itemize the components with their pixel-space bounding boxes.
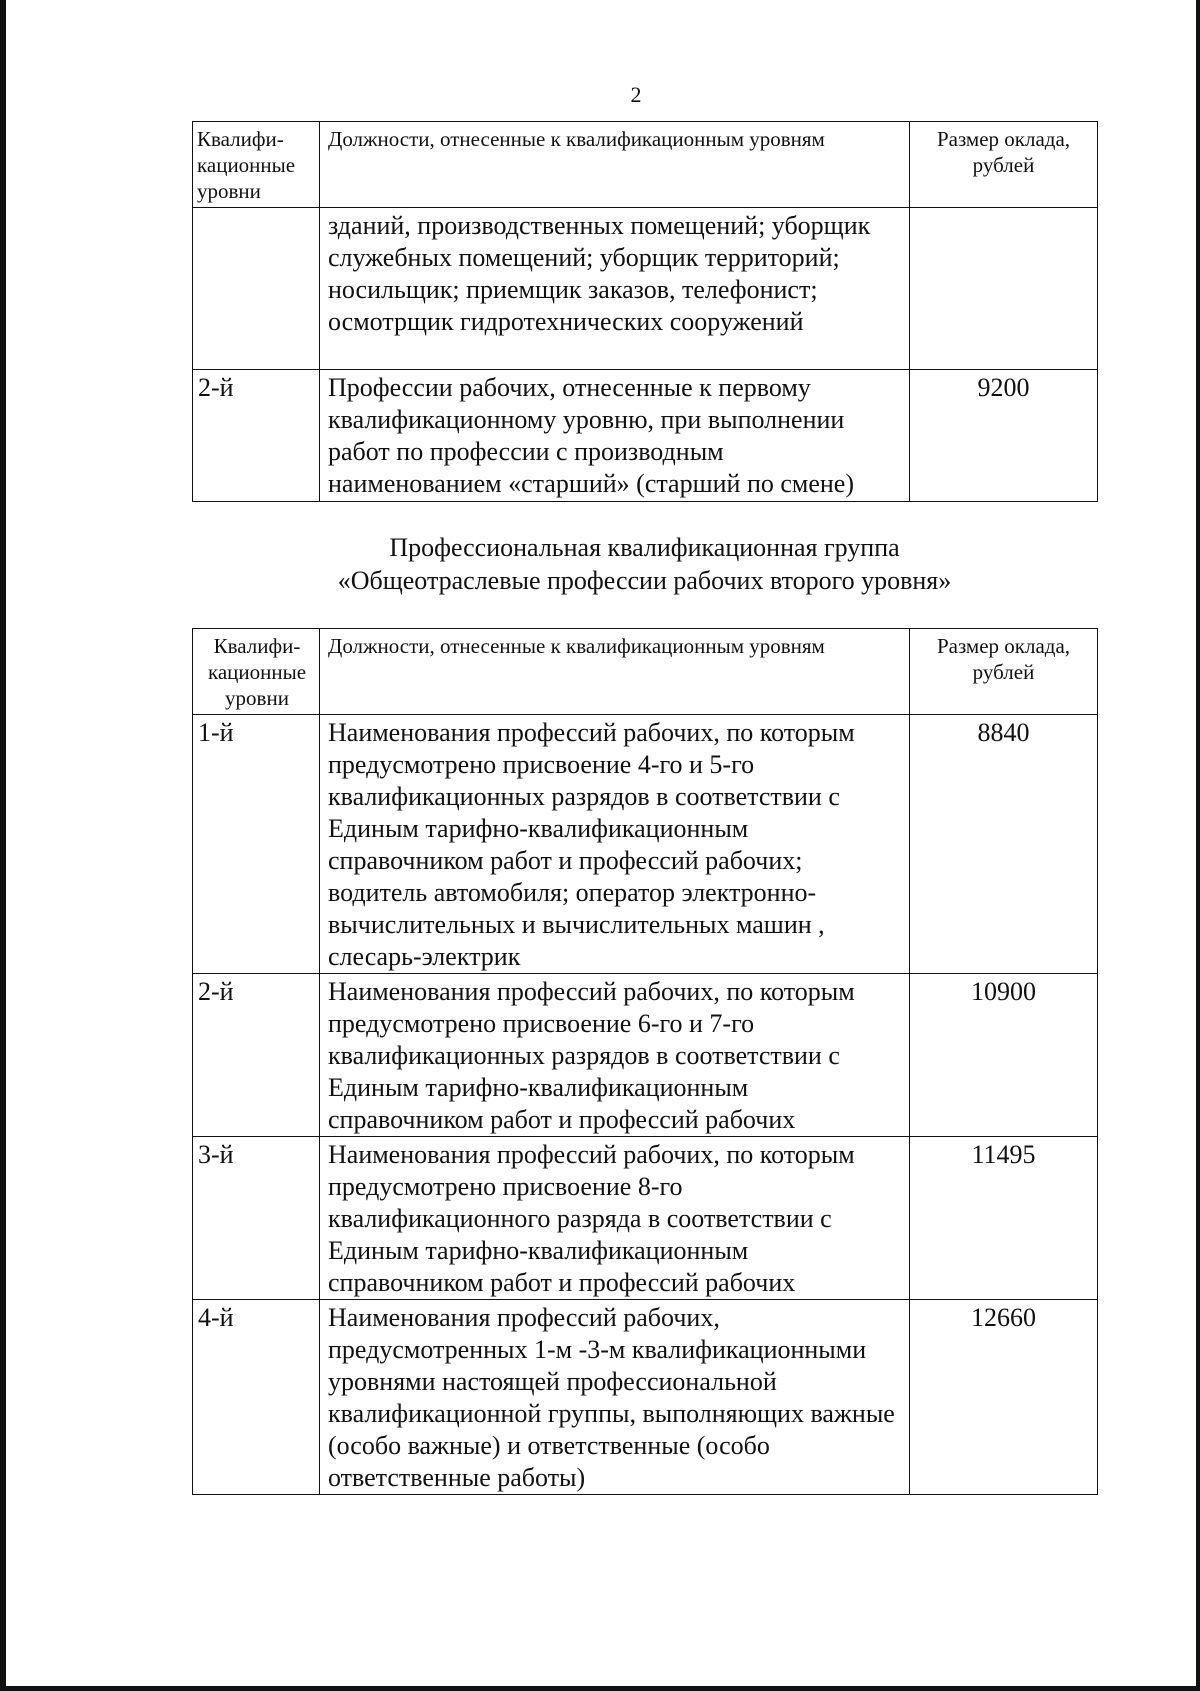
table-row: [193, 715, 1098, 974]
scan-border-right: [1196, 0, 1200, 1691]
salary-cell: [910, 208, 1098, 370]
header-positions-text: Должности, отнесенные к квалификационным уровням: [328, 127, 825, 151]
level-cell: 4-й: [193, 1300, 320, 1495]
table-row: [193, 208, 1098, 370]
table-header-row: [193, 629, 1098, 715]
salary-cell: 8840: [910, 715, 1098, 974]
level-cell: 2-й: [193, 974, 320, 1137]
salary-cell: 12660: [910, 1300, 1098, 1495]
header-level: [193, 629, 320, 715]
level-cell: 1-й: [193, 715, 320, 974]
salary-table-2: [192, 628, 1098, 1495]
scan-border-bottom: [0, 1686, 1200, 1691]
page-number: 2: [630, 82, 642, 107]
header-salary: [910, 629, 1098, 715]
description-cell: зданий, производственных помещений; уборщик служебных помещений; уборщик территорий; носильщик; приемщик заказов, телефонист; осмотрщик гидротехнических сооружений: [320, 208, 910, 370]
table-row: [193, 370, 1098, 502]
level-cell: 3-й: [193, 1137, 320, 1300]
scan-border-left: [0, 0, 6, 1691]
header-salary-text: Размер оклада, рублей: [936, 127, 1071, 177]
description-cell: Наименования профессий рабочих, по которым предусмотрено присвоение 6-го и 7-го квалификационных разрядов в соответствии с Единым тарифно-квалификационным справочником работ и профессий рабочих: [320, 974, 910, 1137]
header-level-text: Квалифи- кационные уровни: [197, 127, 296, 203]
table-row: [193, 974, 1098, 1137]
salary-cell: 11495: [910, 1137, 1098, 1300]
level-cell: [193, 208, 320, 370]
level-cell: 2-й: [193, 370, 320, 502]
header-level: [193, 122, 320, 208]
table-row: [193, 1137, 1098, 1300]
description-cell: Профессии рабочих, отнесенные к первому квалификационному уровню, при выполнении работ по профессии с производным наименованием «старший» (старший по смене): [320, 370, 910, 502]
header-salary-text: Размер оклада, рублей: [936, 634, 1071, 684]
table-row: [193, 1300, 1098, 1495]
table-header-row: [193, 122, 1098, 208]
salary-cell: 9200: [910, 370, 1098, 502]
description-cell: Наименования профессий рабочих, предусмотренных 1-м -3-м квалификационными уровнями настоящей профессиональной квалификационной группы, выполняющих важные (особо важные) и ответственные (особо ответственные работы): [320, 1300, 910, 1495]
header-positions: [320, 122, 910, 208]
salary-cell: 10900: [910, 974, 1098, 1137]
salary-table-1: [192, 121, 1098, 502]
description-cell: Наименования профессий рабочих, по которым предусмотрено присвоение 8-го квалификационного разряда в соответствии с Единым тарифно-квалификационным справочником работ и профессий рабочих: [320, 1137, 910, 1300]
header-salary: [910, 122, 1098, 208]
header-positions-text: Должности, отнесенные к квалификационным уровням: [328, 634, 825, 658]
group-title-line1: Профессиональная квалификационная группа: [389, 533, 900, 562]
group-title: [192, 531, 1097, 597]
header-positions: [320, 629, 910, 715]
description-cell: Наименования профессий рабочих, по которым предусмотрено присвоение 4-го и 5-го квалификационных разрядов в соответствии с Единым тарифно-квалификационным справочником работ и профессий рабочих; водитель автомобиля; оператор электронно-вычислительных и вычислительных машин , слесарь-электрик: [320, 715, 910, 974]
header-level-text: Квалифи- кационные уровни: [207, 634, 307, 710]
group-title-line2: «Общеотраслевые профессии рабочих второго уровня»: [337, 566, 952, 595]
